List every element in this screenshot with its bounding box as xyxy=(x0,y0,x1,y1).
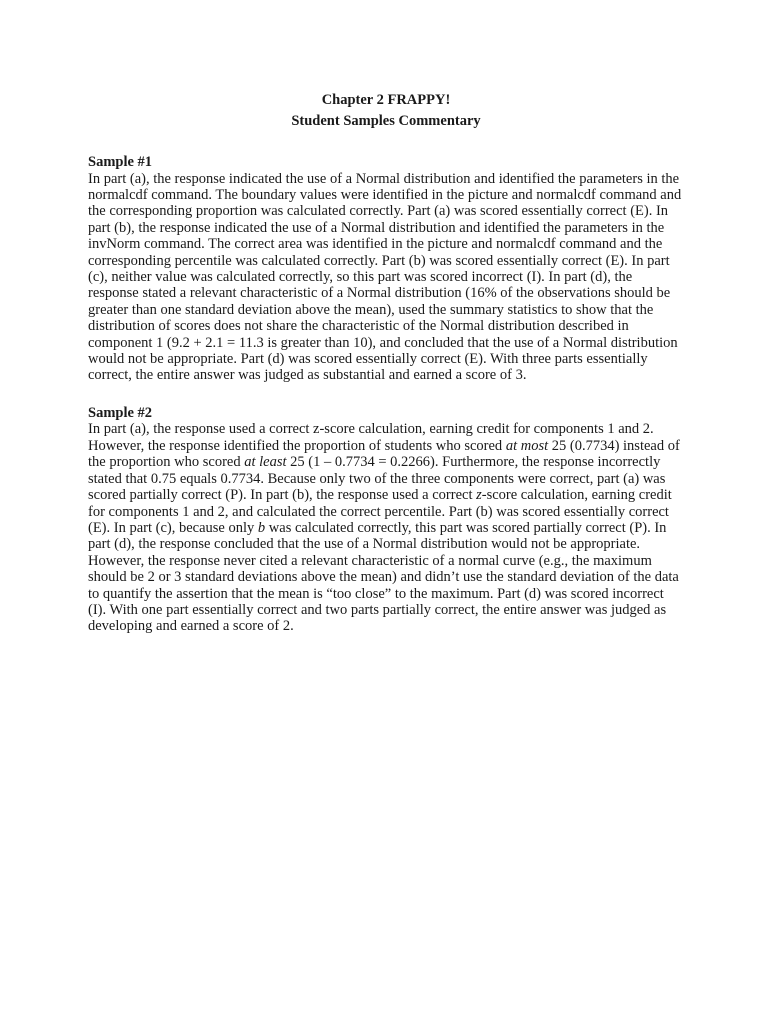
italic-term: at most xyxy=(505,437,549,454)
sample-2-section xyxy=(88,406,684,635)
document-title-block xyxy=(88,90,684,132)
text-run: 25 (1 – 0.7734 = 0.2266). Furthermore, the response incorrectly stated that 0.75 equals 0.7734. Because only two of the three components were correct, part (a) was scored partially correct (P). In part (b), the response used a correct xyxy=(88,454,666,504)
text-run: In part (a), the response indicated the use of a Normal distribution and identified the parameters in the normalcdf command. The boundary values were identified in the picture and normalcdf command and the corresponding proportion was calculated correctly. Part (a) was scored essentially correct (E). In part (b), the response indicated the use of a Normal distribution and identified the parameters in the invNorm command. The correct area was identified in the picture and normalcdf command and the corresponding percentile was calculated correctly. Part (b) was scored essentially correct (E). In part (c), neither value was calculated correctly, so this part was scored incorrect (I). In part (d), the response stated a relevant characteristic of a Normal distribution (16% of the observations should be greater than one standard deviation above the mean), used the summary statistics to show that the distribution of scores does not share the characteristic of the Normal distribution described in component 1 (9.2 + 2.1 = 11.3 is greater than 10), and concluded that the use of a Normal distribution would not be appropriate. Part (d) was scored essentially correct (E). With three parts essentially correct, the entire answer was judged as substantial and earned a score of 3. xyxy=(88,170,682,384)
sample-2-commentary xyxy=(88,421,684,634)
document-title: Chapter 2 FRAPPY! xyxy=(321,92,451,108)
italic-term: at least xyxy=(244,454,287,471)
sample-1-commentary xyxy=(88,171,684,384)
document-subtitle: Student Samples Commentary xyxy=(291,113,481,129)
italic-term: b xyxy=(257,519,266,536)
text-run: 25 (0.7734) instead of the proportion who scored xyxy=(88,437,680,471)
text-run: was calculated correctly, this part was scored partially correct (P). In part (d), the response concluded that the use of a Normal distribution would not be appropriate. However, the response never cited a relevant characteristic of a normal curve (e.g., the maximum should be 2 or 3 standard deviations above the mean) and didn’t use the standard deviation of the data to quantify the assertion that the mean is “too close” to the maximum. Part (d) was scored incorrect (I). With one part essentially correct and two parts partially correct, the entire answer was judged as developing and earned a score of 2. xyxy=(88,519,679,635)
text-run: -score calculation, earning credit for components 1 and 2, and calculated the correct percentile. Part (b) was scored essentially correct (E). In part (c), because only xyxy=(88,487,672,536)
sample-1-section xyxy=(88,155,684,384)
text-run: In part (a), the response used a correct z-score calculation, earning credit for components 1 and 2. However, the response identified the proportion of students who scored xyxy=(88,421,654,454)
sample-1-heading: Sample #1 xyxy=(88,154,153,170)
document-page xyxy=(88,90,684,635)
italic-term: z xyxy=(476,487,482,504)
sample-2-heading: Sample #2 xyxy=(88,404,153,421)
